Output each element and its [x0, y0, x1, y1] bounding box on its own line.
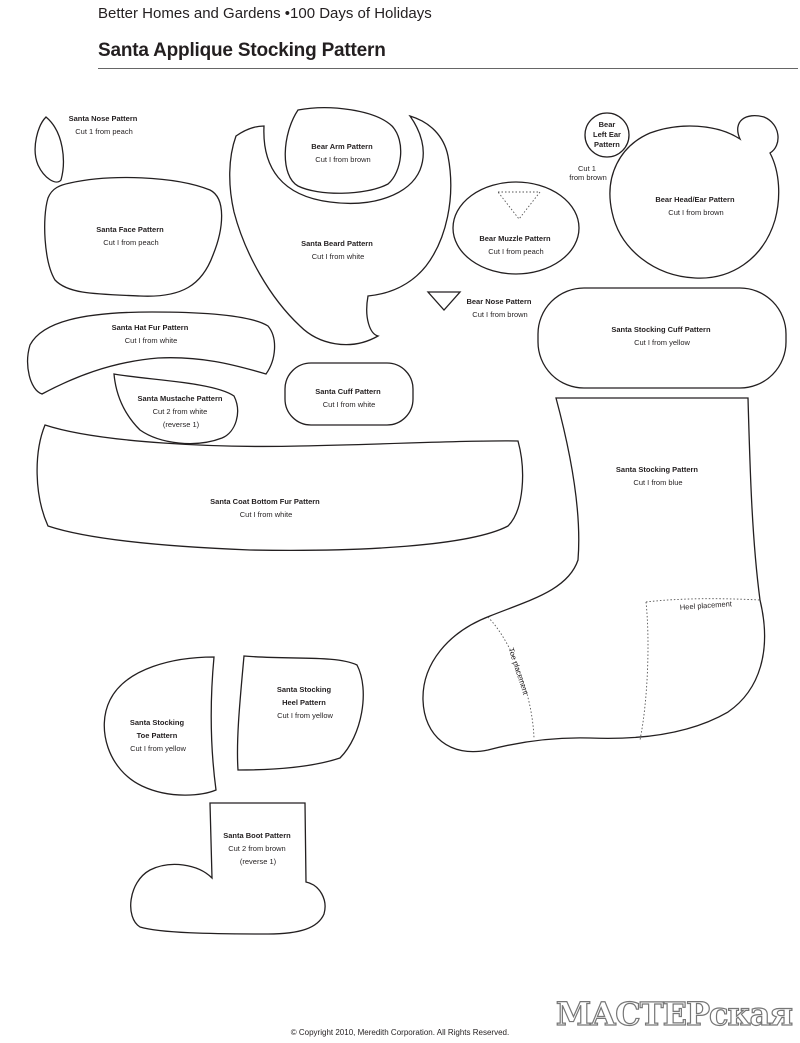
- svg-text:Santa Stocking Heel Patt: [277, 685, 334, 720]
- heel-name-line1: Santa Stocking: [276, 685, 332, 694]
- santa-face-cut: Cut I from peach: [103, 238, 159, 247]
- toe-cut: Cut I from yellow: [130, 744, 186, 753]
- bear-head-name: Bear Head/Ear Pattern: [655, 195, 735, 204]
- santa-boot-piece: [131, 803, 325, 934]
- bear-head-cut: Cut I from brown: [668, 208, 724, 217]
- heel-cut: Cut I from yellow: [277, 711, 333, 720]
- bear-muzzle-piece: [453, 182, 579, 274]
- boot-note: (reverse 1): [239, 857, 277, 866]
- toe-name-line1: Santa Stocking: [129, 718, 185, 727]
- boot-cut: Cut 2 from brown: [228, 844, 286, 853]
- santa-nose-name: Santa Nose Pattern: [68, 114, 138, 123]
- publication-series: Better Homes and Gardens •100 Days of Holidays: [98, 5, 432, 22]
- boot-name: Santa Boot Pattern: [223, 831, 291, 840]
- site-watermark: МАСТЕРская: [555, 995, 792, 1033]
- toe-name-line2: Toe Pattern: [136, 731, 178, 740]
- bear-ear-cut-line1: Cut 1: [577, 164, 596, 173]
- bear-nose-name: Bear Nose Pattern: [466, 297, 532, 306]
- santa-nose-cut: Cut 1 from peach: [75, 127, 133, 136]
- mustache-cut: Cut 2 from white: [152, 407, 208, 416]
- coat-fur-cut: Cut I from white: [239, 510, 293, 519]
- bear-muzzle-name: Bear Muzzle Pattern: [479, 234, 551, 243]
- santa-cuff-piece: [285, 363, 413, 425]
- copyright-notice: © Copyright 2010, Meredith Corporation. All Rights Reserved.: [290, 1028, 510, 1037]
- coat-fur-name: Santa Coat Bottom Fur Pattern: [210, 497, 320, 506]
- bear-arm-name: Bear Arm Pattern: [311, 142, 373, 151]
- toe-placement-label: Toe placement: [506, 646, 531, 696]
- stocking-cuff-piece: [538, 288, 786, 388]
- stocking-cut: Cut I from blue: [633, 478, 683, 487]
- santa-face-name: Santa Face Pattern: [96, 225, 164, 234]
- bear-muzzle-cut: Cut I from peach: [488, 247, 544, 256]
- stocking-toe-piece: [104, 657, 216, 795]
- mustache-note: (reverse 1): [162, 420, 200, 429]
- santa-beard-name: Santa Beard Pattern: [301, 239, 373, 248]
- stocking-name: Santa Stocking Pattern: [615, 465, 699, 474]
- santa-mustache-piece: [114, 374, 238, 444]
- stocking-heel-piece: [237, 656, 363, 770]
- page-title: Santa Applique Stocking Pattern: [98, 40, 386, 61]
- bear-ear-cut-line2: from brown: [569, 173, 607, 182]
- stocking-cuff-cut: Cut I from yellow: [634, 338, 690, 347]
- stocking-cuff-name: Santa Stocking Cuff Pattern: [611, 325, 711, 334]
- bear-nose-cut: Cut I from brown: [472, 310, 528, 319]
- coat-bottom-fur-piece: [37, 425, 522, 550]
- svg-text:Santa Stocking Toe Patte: [130, 718, 187, 753]
- svg-text:Santa Nose Pattern Cut 1: [69, 114, 140, 136]
- bear-ear-name-line3: Pattern: [594, 140, 620, 149]
- heel-placement-label: Heel placement: [679, 599, 733, 612]
- bear-arm-cut: Cut I from brown: [315, 155, 371, 164]
- mustache-name: Santa Mustache Pattern: [137, 394, 223, 403]
- bear-ear-name-line1: Bear: [598, 120, 616, 129]
- bear-arm-piece: [285, 108, 400, 194]
- santa-cuff-name: Santa Cuff Pattern: [315, 387, 381, 396]
- hat-fur-cut: Cut I from white: [124, 336, 178, 345]
- santa-face-piece: [45, 178, 222, 297]
- bear-head-piece: [610, 116, 779, 279]
- heel-name-line2: Heel Pattern: [282, 698, 326, 707]
- svg-text:Bear Nose Pattern Cut I: [466, 297, 533, 319]
- santa-nose-piece: [35, 114, 139, 182]
- santa-cuff-cut: Cut I from white: [322, 400, 376, 409]
- bear-nose-piece: [428, 292, 534, 319]
- bear-ear-name-line2: Left Ear: [592, 130, 621, 139]
- hat-fur-name: Santa Hat Fur Pattern: [111, 323, 189, 332]
- santa-beard-cut: Cut I from white: [311, 252, 365, 261]
